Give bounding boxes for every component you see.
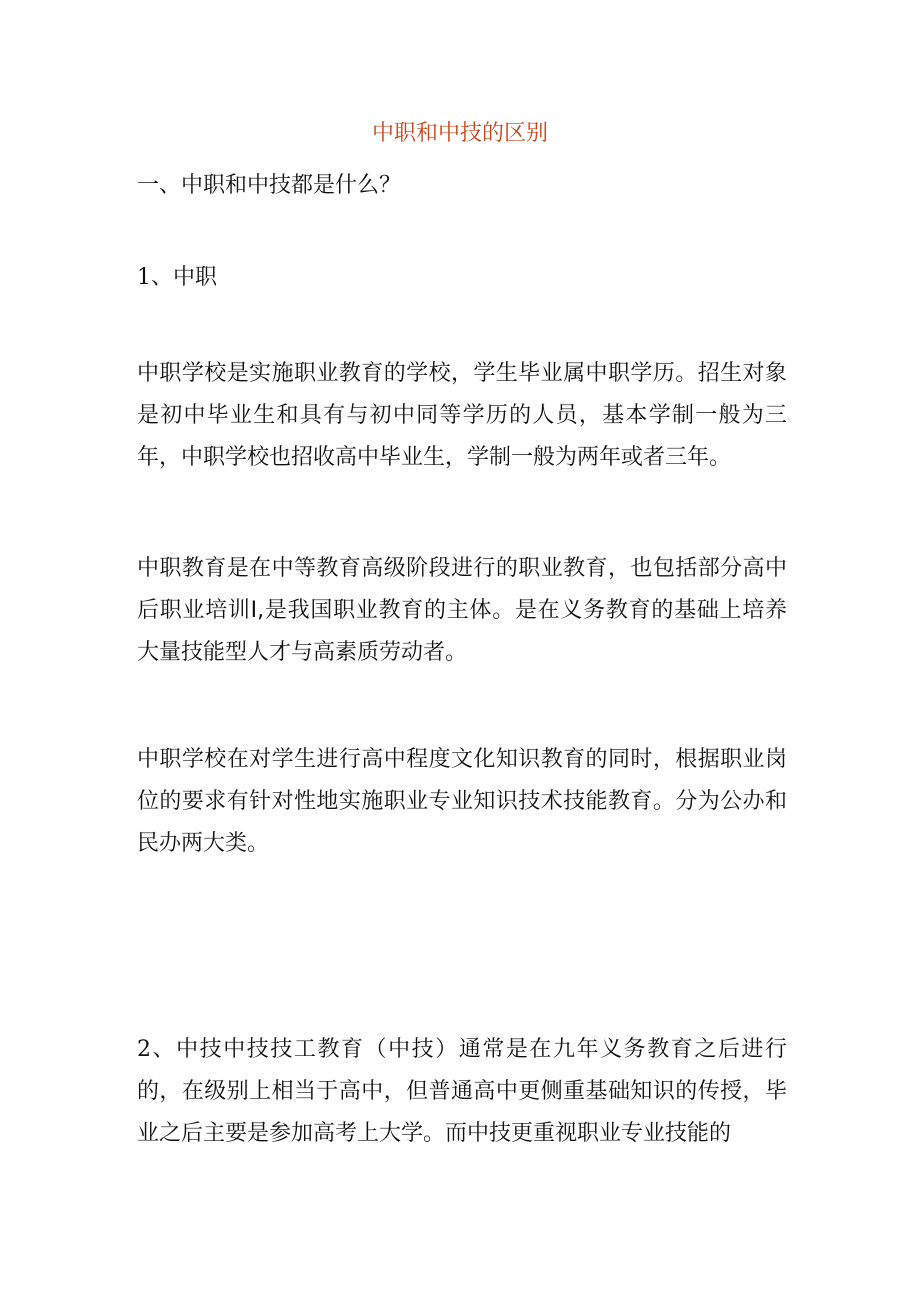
subsection-heading-zhongzhi	[137, 262, 217, 294]
document-title: 中职和中技的区别	[371, 121, 548, 146]
subsection-label: 、中职	[151, 265, 218, 290]
paragraph-zhongji	[137, 1029, 787, 1155]
paragraph-zhongji-text: 、中技中技技工教育（中技）通常是在九年义务教育之后进行的，在级别上相当于高中，但普通高中更侧重基础知识的传授，毕业之后主要是参加高考上大学。而中技更重视职业专业技能的	[137, 1037, 787, 1146]
paragraph-zhongzhi-definition: 中职学校是实施职业教育的学校，学生毕业属中职学历。招生对象是初中毕业生和具有与初中同等学历的人员，基本学制一般为三年，中职学校也招收高中毕业生，学制一般为两年或者三年。	[137, 361, 787, 470]
subsection-number: 1	[137, 265, 151, 290]
subsection-number: 2	[137, 1037, 151, 1062]
section-heading: 一、中职和中技都是什么？	[137, 173, 402, 198]
paragraph-zhongzhi-education: 中职教育是在中等教育高级阶段进行的职业教育，也包括部分高中后职业培训I,是我国职业教育的主体。是在义务教育的基础上培养大量技能型人才与高素质劳动者。	[137, 556, 787, 665]
paragraph-zhongzhi-school-types: 中职学校在对学生进行高中程度文化知识教育的同时，根据职业岗位的要求有针对性地实施职业专业知识技术技能教育。分为公办和民办两大类。	[137, 747, 787, 856]
